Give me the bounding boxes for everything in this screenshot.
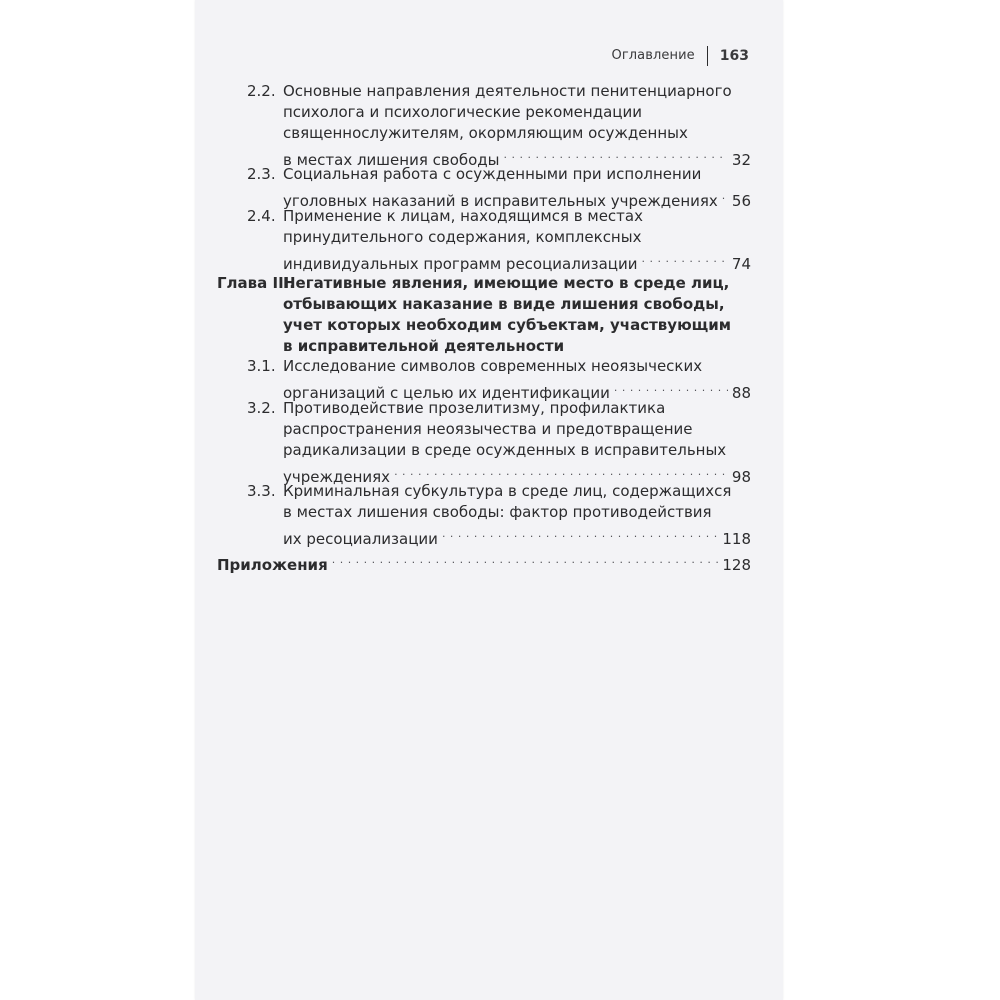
title-line: Противодействие прозелитизму, профилактика [283, 399, 666, 417]
dot-leader [332, 549, 719, 570]
chapter-title-line: отбывающих наказание в виде лишения свободы, [283, 295, 725, 313]
dot-leader [394, 461, 728, 482]
dot-leader [722, 185, 728, 206]
running-head [612, 46, 750, 66]
title-line: распространения неоязычества и предотвращение [283, 420, 693, 438]
toc-entry-3-3[interactable] [247, 481, 751, 550]
page-reference: 88 [731, 384, 751, 402]
title-line: индивидуальных программ ресоциализации [283, 255, 638, 273]
toc-entry-3-1[interactable] [247, 356, 751, 404]
title-line: Криминальная субкультура в среде лиц, содержащихся [283, 482, 732, 500]
running-head-divider [707, 46, 708, 66]
toc-entry-3-2[interactable] [247, 398, 751, 488]
dot-leader [641, 248, 727, 269]
section-number: 3.2. [247, 399, 276, 417]
book-page [195, 0, 783, 1000]
section-number: 2.4. [247, 207, 276, 225]
dot-leader [614, 377, 728, 398]
page-number: 163 [719, 48, 749, 64]
section-title [283, 81, 751, 171]
toc-entry-2-2[interactable] [247, 81, 751, 171]
title-line: организаций с целью их идентификации [283, 384, 610, 402]
appendix-label: Приложения [217, 556, 328, 574]
section-number: 2.2. [247, 82, 276, 100]
page-reference: 128 [722, 556, 751, 574]
dot-leader [442, 523, 718, 544]
title-line: радикализации в среде осужденных в исправительных [283, 441, 727, 459]
section-title [283, 398, 751, 488]
toc-chapter-3[interactable] [217, 273, 757, 357]
toc-entry-2-3[interactable] [247, 164, 751, 212]
page-reference: 32 [731, 151, 751, 169]
title-line: в местах лишения свободы [283, 151, 500, 169]
title-line: Исследование символов современных неоязыческих [283, 357, 703, 375]
toc-entry-2-4[interactable] [247, 206, 751, 275]
title-line: психолога и психологические рекомендации [283, 103, 642, 121]
chapter-title-line: Негативные явления, имеющие место в среде лиц, [283, 274, 730, 292]
title-line: их ресоциализации [283, 530, 438, 548]
title-line: Основные направления деятельности пенитенциарного [283, 82, 732, 100]
page-reference: 118 [722, 530, 751, 548]
section-number: 3.3. [247, 482, 276, 500]
toc-appendix[interactable] [217, 549, 751, 576]
chapter-title [283, 273, 757, 357]
dot-leader [504, 144, 728, 165]
section-title [283, 206, 751, 275]
title-line: принудительного содержания, комплексных [283, 228, 642, 246]
section-title [283, 356, 751, 404]
title-line: Социальная работа с осужденными при исполнении [283, 165, 702, 183]
section-number: 3.1. [247, 357, 276, 375]
page-reference: 56 [731, 192, 751, 210]
chapter-label: Глава III. [217, 274, 295, 292]
section-number: 2.3. [247, 165, 276, 183]
title-line: Применение к лицам, находящимся в местах [283, 207, 643, 225]
title-line: священнослужителям, окормляющим осужденных [283, 124, 688, 142]
chapter-title-line: учет которых необходим субъектам, участвующим [283, 316, 732, 334]
section-title [283, 164, 751, 212]
section-title [283, 481, 751, 550]
running-head-title: Оглавление [611, 48, 695, 63]
title-line: в местах лишения свободы: фактор противодействия [283, 503, 712, 521]
title-line: уголовных наказаний в исправительных учреждениях [283, 192, 718, 210]
page-reference: 98 [731, 468, 751, 486]
chapter-title-line: в исправительной деятельности [283, 337, 565, 355]
title-line: учреждениях [283, 468, 391, 486]
page-reference: 74 [731, 255, 751, 273]
